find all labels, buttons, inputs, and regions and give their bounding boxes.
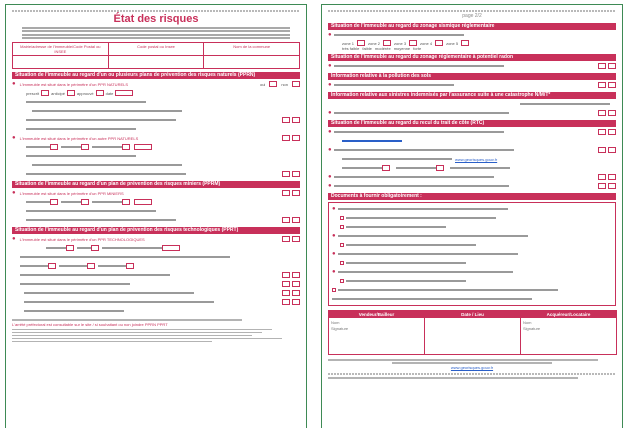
doc-checkbox[interactable] xyxy=(332,288,336,292)
yes-checkbox[interactable] xyxy=(598,183,606,189)
date-field[interactable] xyxy=(134,199,152,205)
buyer-column xyxy=(520,310,617,355)
doc-item xyxy=(332,205,612,213)
q-pprt-d xyxy=(12,298,300,306)
bullet-icon: ● xyxy=(332,269,336,275)
no-checkbox[interactable] xyxy=(292,117,300,123)
seller-header: Vendeur/Bailleur xyxy=(329,311,424,318)
page-title: État des risques xyxy=(113,13,199,25)
yes-checkbox[interactable] xyxy=(598,174,606,180)
no-label: non xyxy=(281,81,288,87)
approuve-checkbox[interactable] xyxy=(122,144,130,150)
yes-checkbox[interactable] xyxy=(598,110,606,116)
date-area[interactable] xyxy=(425,318,520,354)
effect-checkbox[interactable] xyxy=(126,263,134,269)
anticipe-checkbox[interactable] xyxy=(81,199,89,205)
doc-checkbox[interactable] xyxy=(340,243,344,247)
name-label: Nom xyxy=(331,320,340,325)
doc-checkbox[interactable] xyxy=(340,279,344,283)
yes-checkbox[interactable] xyxy=(282,217,290,223)
buyer-header: Acquéreur/Locataire xyxy=(521,311,616,318)
georisques-link[interactable]: www.georisques.gouv.fr xyxy=(455,156,498,162)
q-pprt xyxy=(12,235,300,243)
text-line xyxy=(12,253,300,261)
doc-item xyxy=(332,250,612,258)
text-line xyxy=(328,137,616,145)
no-checkbox[interactable] xyxy=(608,183,616,189)
doc-item xyxy=(332,223,612,231)
no-checkbox[interactable] xyxy=(292,281,300,287)
q-pprm-label: L'immeuble est situé dans le périmètre d'un PPR MINIERS xyxy=(19,190,124,196)
address-field[interactable] xyxy=(13,56,109,68)
zone-5-checkbox[interactable] xyxy=(461,40,469,46)
bullet-icon: ● xyxy=(12,135,16,141)
q-pollution xyxy=(328,81,616,89)
effect-checkbox[interactable] xyxy=(48,263,56,269)
yes-label: oui xyxy=(259,81,266,87)
no-checkbox[interactable] xyxy=(292,81,300,87)
zone-level-5: forte xyxy=(413,46,422,51)
date-field[interactable] xyxy=(162,245,180,251)
yes-checkbox[interactable] xyxy=(282,117,290,123)
zone-2-label: zone 2 xyxy=(368,40,381,46)
no-checkbox[interactable] xyxy=(608,110,616,116)
status-approuve: approuvé xyxy=(76,90,94,96)
yes-checkbox[interactable] xyxy=(282,281,290,287)
doc-item xyxy=(332,268,612,276)
footer-note: L'arrêté préfectoral est consultable sur le site / si souhaitant ou non joindre PPRN PPRT xyxy=(12,322,168,327)
q-pprn-label: L'immeuble est situé dans le périmètre d'un PPR NATURELS xyxy=(19,81,129,87)
signature-label: Signature xyxy=(331,326,349,331)
name-label: Nom xyxy=(523,320,532,325)
q-pprn-prescriptions xyxy=(12,116,300,124)
q-pprt-c xyxy=(12,289,300,297)
pprn-status-row xyxy=(12,89,300,97)
date-field[interactable] xyxy=(134,144,152,150)
no-checkbox[interactable] xyxy=(292,135,300,141)
section-seismic: Situation de l'immeuble au regard du zonage sismique réglementaire xyxy=(328,23,616,30)
no-checkbox[interactable] xyxy=(608,129,616,135)
doc-checkbox[interactable] xyxy=(340,261,344,265)
yes-checkbox[interactable] xyxy=(282,190,290,196)
text-line xyxy=(12,152,300,160)
bullet-icon: ● xyxy=(12,236,16,242)
no-checkbox[interactable] xyxy=(292,272,300,278)
q-sinistres xyxy=(328,109,616,117)
seller-column xyxy=(328,310,425,355)
intro-text xyxy=(12,27,300,40)
page-2 xyxy=(321,4,623,428)
q-rtc-4 xyxy=(328,182,616,190)
date-field[interactable] xyxy=(115,90,133,96)
pprn2-status-row xyxy=(12,143,300,151)
documents-list xyxy=(328,202,616,306)
doc-item xyxy=(332,277,612,285)
bullet-icon: ● xyxy=(328,174,332,180)
q-pprn2 xyxy=(12,134,300,142)
bullet-icon: ● xyxy=(332,233,336,239)
zone-level-4: moyenne xyxy=(393,46,411,51)
q-pprt-b xyxy=(12,280,300,288)
anticipe-checkbox[interactable] xyxy=(67,90,75,96)
pprt-status-row xyxy=(12,244,300,252)
bullet-icon: ● xyxy=(12,81,16,87)
doc-item xyxy=(332,286,612,294)
bullet-icon: ● xyxy=(328,82,332,88)
approuve-checkbox[interactable] xyxy=(91,245,99,251)
effect-checkbox[interactable] xyxy=(87,263,95,269)
prescrit-checkbox[interactable] xyxy=(50,199,58,205)
approuve-checkbox[interactable] xyxy=(122,199,130,205)
postal-field[interactable] xyxy=(109,56,205,68)
q-pprm-prescriptions xyxy=(12,216,300,224)
yes-checkbox[interactable] xyxy=(598,82,606,88)
pprt-effects-row xyxy=(12,262,300,270)
commune-field[interactable] xyxy=(204,56,299,68)
zone-level-2: faible xyxy=(362,46,372,51)
page2-footer xyxy=(328,359,616,379)
no-checkbox[interactable] xyxy=(292,299,300,305)
text-line xyxy=(12,207,300,215)
bullet-icon: ● xyxy=(328,32,332,38)
bullet-icon: ● xyxy=(328,129,332,135)
signature-label: Signature xyxy=(523,326,541,331)
bullet-icon: ● xyxy=(328,147,332,153)
buyer-sign-area[interactable] xyxy=(521,318,616,354)
postal-col: Code postal ou Insee xyxy=(109,43,205,55)
header-rule xyxy=(12,10,300,12)
page-1 xyxy=(5,4,307,428)
yes-checkbox[interactable] xyxy=(269,81,277,87)
q-radon xyxy=(328,62,616,70)
bullet-icon: ● xyxy=(328,110,332,116)
zone-4-label: zone 4 xyxy=(420,40,433,46)
bullet-icon: ● xyxy=(12,190,16,196)
page-number: page 2/2 xyxy=(462,13,482,19)
yes-checkbox[interactable] xyxy=(282,299,290,305)
bullet-icon: ● xyxy=(328,183,332,189)
yes-checkbox[interactable] xyxy=(282,290,290,296)
address-table-body xyxy=(12,56,300,69)
page1-footer xyxy=(12,319,300,342)
zone-levels xyxy=(342,46,616,51)
zone-3-label: zone 3 xyxy=(394,40,407,46)
text-line xyxy=(12,161,300,169)
horizon-checkbox[interactable] xyxy=(382,165,390,171)
q-pprm xyxy=(12,189,300,197)
q-pprn2-prescriptions xyxy=(12,170,300,178)
rtc-horizon-row xyxy=(328,164,616,172)
no-checkbox[interactable] xyxy=(292,217,300,223)
bullet-icon: ● xyxy=(332,206,336,212)
q-rtc-3 xyxy=(328,173,616,181)
doc-item xyxy=(332,232,612,240)
yes-checkbox[interactable] xyxy=(282,236,290,242)
anticipe-checkbox[interactable] xyxy=(81,144,89,150)
section-radon: Situation de l'immeuble au regard du zonage réglementaire à potentiel radon xyxy=(328,54,616,61)
bullet-icon: ● xyxy=(328,63,332,69)
section-rtc: Situation de l'immeuble au regard du recul du trait de côte (RTC) xyxy=(328,120,616,127)
zone-level-3: modérée xyxy=(374,46,391,51)
date-header: Date / Lieu xyxy=(425,311,520,318)
pprm-status-row xyxy=(12,198,300,206)
q-pprt-a xyxy=(12,271,300,279)
date-column xyxy=(424,310,521,355)
section-pprt: Situation de l'immeuble au regard d'un plan de prévention des risques technologiques (PPRT) xyxy=(12,227,300,234)
address-col: Mairie/adresse de l'immeuble/Code Postal ou INSEE xyxy=(13,43,109,55)
status-anticipe: anticipé xyxy=(51,90,65,96)
signature-table xyxy=(328,310,616,355)
doc-item xyxy=(332,241,612,249)
no-checkbox[interactable] xyxy=(608,82,616,88)
section-pprm: Situation de l'immeuble au regard d'un plan de prévention des risques miniers (PPRM) xyxy=(12,181,300,188)
section-sinistres: Information relative aux sinistres indemnisés par l'assurance suite à une catastrophe N/M/T* xyxy=(328,92,616,99)
q-pprt-label: L'immeuble est situé dans le périmètre d'un PPR TECHNOLOGIQUES xyxy=(19,236,145,242)
q-rtc-2 xyxy=(328,146,616,154)
text-line xyxy=(328,100,616,108)
yes-checkbox[interactable] xyxy=(282,135,290,141)
address-table-header xyxy=(12,42,300,56)
prescrit-checkbox[interactable] xyxy=(66,245,74,251)
text-line xyxy=(12,98,300,106)
zone-level-1: très faible xyxy=(342,46,360,51)
seismic-question xyxy=(328,31,616,39)
text-line xyxy=(12,125,300,133)
text-line xyxy=(332,295,612,303)
no-checkbox[interactable] xyxy=(608,63,616,69)
approuve-checkbox[interactable] xyxy=(96,90,104,96)
q-pprn2-label: L'immeuble est situé dans le périmètre d'un autre PPR NATURELS xyxy=(19,135,139,141)
footer-link[interactable]: www.georisques.gouv.fr xyxy=(450,365,494,370)
seller-sign-area[interactable] xyxy=(329,318,424,354)
header-rule xyxy=(328,10,616,12)
horizon-checkbox[interactable] xyxy=(436,165,444,171)
prescrit-checkbox[interactable] xyxy=(50,144,58,150)
section-pprn: Situation de l'immeuble au regard d'un ou plusieurs plans de prévention des risques naturels (PPRN) xyxy=(12,72,300,79)
yes-checkbox[interactable] xyxy=(282,272,290,278)
no-checkbox[interactable] xyxy=(292,171,300,177)
yes-checkbox[interactable] xyxy=(282,171,290,177)
yes-checkbox[interactable] xyxy=(598,63,606,69)
no-checkbox[interactable] xyxy=(292,190,300,196)
no-checkbox[interactable] xyxy=(292,290,300,296)
q-pprn xyxy=(12,80,300,88)
doc-item xyxy=(332,259,612,267)
text-line xyxy=(12,107,300,115)
zone-1-label: zone 1 xyxy=(342,40,355,46)
doc-checkbox[interactable] xyxy=(340,216,344,220)
status-date: date xyxy=(105,90,114,96)
text-line xyxy=(12,307,300,315)
bullet-icon: ● xyxy=(332,251,336,257)
section-pollution: Information relative à la pollution des sols xyxy=(328,73,616,80)
status-prescrit: prescrit xyxy=(26,90,40,96)
prescrit-checkbox[interactable] xyxy=(41,90,49,96)
no-checkbox[interactable] xyxy=(608,174,616,180)
no-checkbox[interactable] xyxy=(608,147,616,153)
zone-4-checkbox[interactable] xyxy=(435,40,443,46)
yes-checkbox[interactable] xyxy=(598,147,606,153)
section-documents: Documents à fournir obligatoirement : xyxy=(328,193,616,200)
q-rtc-1 xyxy=(328,128,616,136)
doc-checkbox[interactable] xyxy=(340,225,344,229)
doc-item xyxy=(332,214,612,222)
no-checkbox[interactable] xyxy=(292,236,300,242)
zone-5-label: zone 5 xyxy=(446,40,459,46)
commune-col: Nom de la commune xyxy=(233,44,271,49)
text-line xyxy=(328,155,616,163)
yes-checkbox[interactable] xyxy=(598,129,606,135)
